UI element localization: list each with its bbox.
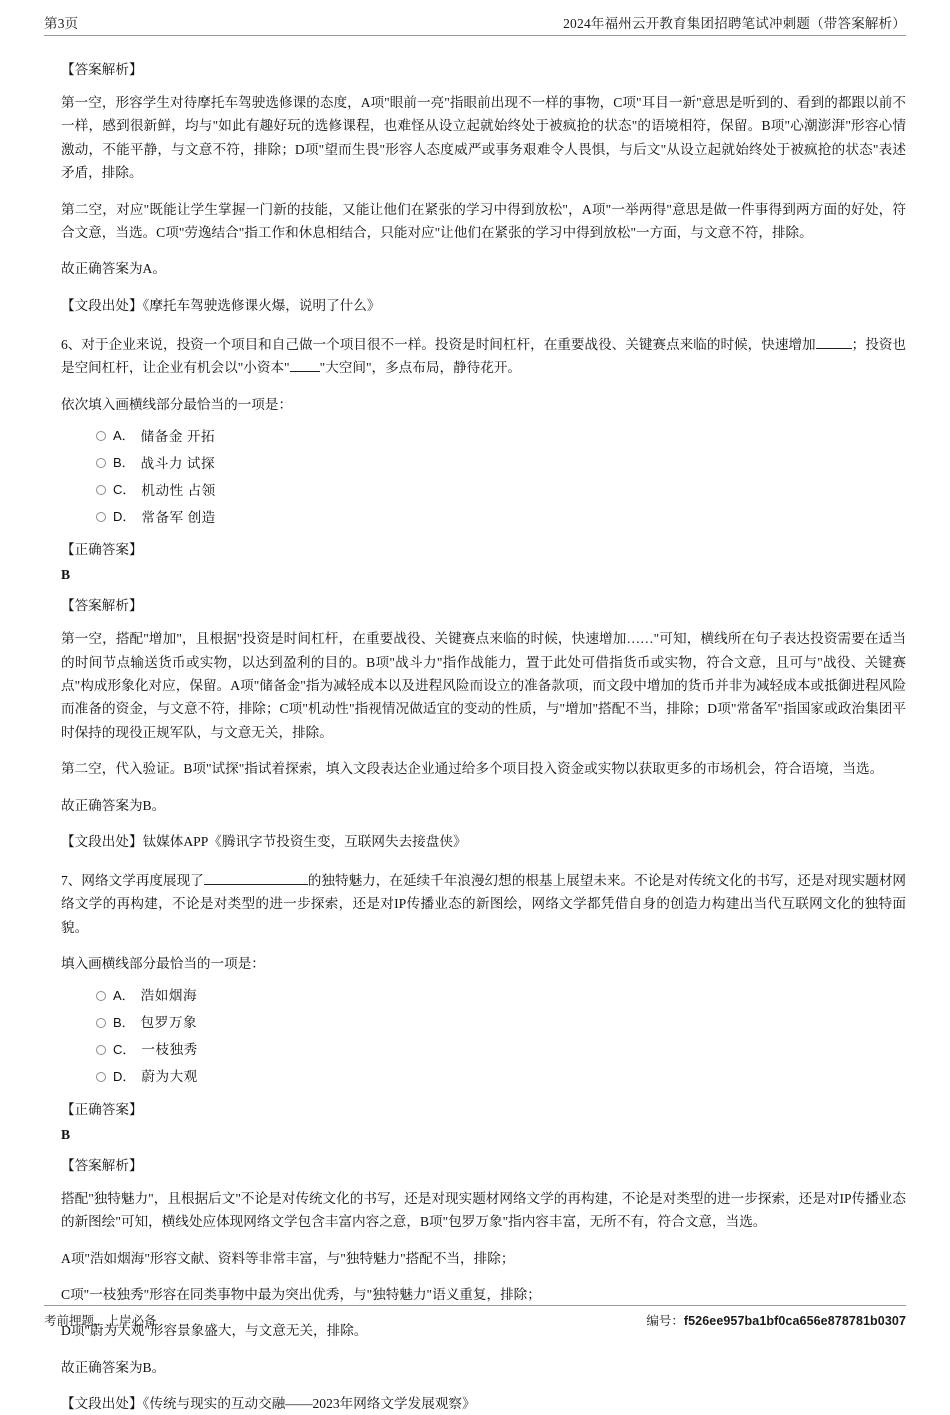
q7-correct-answer-label: 【正确答案】 (61, 1101, 143, 1117)
q6-options-list (44, 426, 906, 528)
q7-number: 7、 (61, 873, 82, 889)
q6-option-d-letter: D． (113, 509, 136, 525)
q6-stem (44, 333, 906, 380)
q7-correct-answer-value: B (61, 1126, 71, 1142)
q6-option-b-text: 战斗力 试探 (140, 455, 216, 471)
q6-analysis-label: 【答案解析】 (61, 598, 143, 614)
q6-prompt: 依次填入画横线部分最恰当的一项是： (61, 396, 293, 412)
q6-option-a-letter: A． (113, 428, 135, 444)
page-header (44, 10, 906, 36)
question-6-block (44, 333, 906, 853)
q6-stem-part1: 对于企业来说，投资一个项目和自己做一个项目很不一样。投资是时间杠杆，在重要战役、关键赛点来临的时候，快速增加 (81, 336, 816, 352)
q7-analysis-paragraph-3: C项"一枝独秀"形容在同类事物中最为突出优秀，与"独特魅力"语义重复，排除； (61, 1286, 541, 1302)
q7-blank-1 (204, 884, 308, 885)
q6-stem-part2: ；投资也是空间杠杆，让企业有机会以"小资本" (61, 336, 907, 376)
radio-button-icon[interactable] (96, 485, 106, 495)
question-7-block (44, 869, 906, 1415)
document-title: 2024年福州云开教育集团招聘笔试冲刺题（带答案解析） (563, 16, 906, 31)
footer-id-label: 编号： (646, 1314, 684, 1328)
q6-option-a[interactable] (96, 426, 906, 447)
footer-document-id (646, 1311, 906, 1329)
q6-option-a-text: 储备金 开拓 (140, 428, 216, 444)
footer-slogan: 考前押题，上岸必备 (44, 1314, 157, 1328)
q5-source-title: 《摩托车驾驶选修课火爆，说明了什么》 (142, 297, 381, 313)
q7-analysis-paragraph-4: D项"蔚为大观"形容景象盛大，与文意无关，排除。 (61, 1323, 368, 1339)
radio-button-icon[interactable] (96, 1018, 106, 1028)
q5-conclusion: 故正确答案为A。 (61, 261, 166, 277)
q6-option-b[interactable] (96, 453, 906, 474)
q7-option-c-text: 一枝独秀 (141, 1042, 198, 1058)
analysis-label: 【答案解析】 (61, 62, 143, 77)
q6-blank-1 (816, 348, 852, 349)
page-footer (44, 1305, 906, 1329)
q7-source-label: 【文段出处】 (61, 1396, 143, 1412)
q7-option-a-letter: A． (113, 987, 135, 1003)
q6-correct-answer-value: B (61, 567, 71, 583)
radio-button-icon[interactable] (96, 1072, 106, 1082)
q7-option-d[interactable] (96, 1066, 906, 1087)
q5-source-line (44, 294, 906, 317)
q5-analysis-paragraph-2: 第二空，对应"既能让学生掌握一门新的技能，又能让他们在紧张的学习中得到放松"，A项"一举两得"意思是做一件事得到两方面的好处，符合文意，当选。C项"劳逸结合"指工作和休息相结合，只能对应"让他们在紧张的学习中得到放松"一方面，与文意不符，排除。 (61, 201, 906, 240)
q6-conclusion: 故正确答案为B。 (61, 797, 166, 813)
q7-option-b-text: 包罗万象 (140, 1015, 198, 1031)
q7-source-line (44, 1392, 906, 1415)
q7-stem (44, 869, 906, 939)
q7-options-list (44, 985, 906, 1087)
q6-stem-part3: "大空间"，多点布局，静待花开。 (319, 360, 522, 376)
q5-source-label: 【文段出处】 (61, 297, 143, 313)
q7-analysis-paragraph-1: 搭配"独特魅力"，且根据后文"不论是对传统文化的书写，还是对现实题材网络文学的再构建，不论是对类型的进一步探索，还是对IP传播业态的新图绘"可知，横线处应体现网络文学包含丰富内容之意，B项"包罗万象"指内容丰富，无所不有，符合文意，当选。 (61, 1190, 906, 1230)
radio-button-icon[interactable] (96, 431, 106, 441)
q6-option-d[interactable] (96, 507, 906, 528)
q6-analysis-paragraph-1: 第一空，搭配"增加"，且根据"投资是时间杠杆，在重要战役、关键赛点来临的时候，快速增加……"可知，横线所在句子表达投资需要在适当的时间节点输送货币或实物，以达到盈利的目的。B项"战斗力"指作战能力，置于此处可借指货币或实物，符合文意，且可与"战役、关键赛点"构成形象化对应，保留。A项"储备金"指为减轻成本以及进程风险而设立的准备款项，而文段中增加的货币并非为减轻成本或抵御进程风险而准备的资金，与文意不符，排除；C项"机动性"指视情况做适宜的变动的性质，与"增加"搭配不当，排除；D项"常备军"指国家或政治集团平时保持的现役正规军队，与文意无关，排除。 (61, 631, 906, 740)
footer-id-value: f526ee957ba1bf0ca656e878781b0307 (683, 1314, 906, 1328)
q6-option-c-letter: C． (113, 482, 136, 498)
page-number-label: 第3页 (44, 16, 79, 31)
q6-option-d-text: 常备军 创造 (141, 509, 216, 525)
q7-analysis-paragraph-2: A项"浩如烟海"形容文献、资料等非常丰富，与"独特魅力"搭配不当，排除； (61, 1250, 515, 1266)
q7-option-d-letter: D． (113, 1068, 136, 1084)
q6-source-title: 钛媒体APP《腾讯字节投资生变，互联网失去接盘侠》 (142, 833, 467, 849)
q7-prompt: 填入画横线部分最恰当的一项是： (61, 956, 265, 972)
radio-button-icon[interactable] (96, 512, 106, 522)
question5-analysis-block (44, 58, 906, 317)
q6-correct-answer-label: 【正确答案】 (61, 541, 143, 557)
q6-source-label: 【文段出处】 (61, 833, 143, 849)
q7-conclusion: 故正确答案为B。 (61, 1359, 166, 1375)
q7-option-c-letter: C． (113, 1041, 136, 1057)
q5-analysis-paragraph-1: 第一空，形容学生对待摩托车驾驶选修课的态度，A项"眼前一亮"指眼前出现不一样的事物，C项"耳目一新"意思是听到的、看到的都跟以前不一样，感到很新鲜，均与"如此有趣好玩的选修课程，也难怪从设立起就始终处于被疯抢的状态"的语境相符，保留。B项"心潮澎湃"形容心情激动，不能平静，与文意不符，排除；D项"望而生畏"形容人态度威严或事务艰难令人畏惧，与后文"从设立起就始终处于被疯抢的状态"表述矛盾，排除。 (61, 95, 906, 181)
q7-option-d-text: 蔚为大观 (141, 1069, 198, 1085)
q7-option-a[interactable] (96, 985, 906, 1006)
radio-button-icon[interactable] (96, 1045, 106, 1055)
q6-option-c[interactable] (96, 480, 906, 501)
q7-source-title: 《传统与现实的互动交融——2023年网络文学发展观察》 (142, 1396, 476, 1412)
q6-number: 6、 (61, 336, 82, 352)
q6-option-c-text: 机动性 占领 (141, 482, 216, 498)
q7-option-a-text: 浩如烟海 (140, 988, 198, 1004)
radio-button-icon[interactable] (96, 458, 106, 468)
q7-stem-part1: 网络文学再度展现了 (81, 873, 204, 889)
q7-option-c[interactable] (96, 1039, 906, 1060)
q6-option-b-letter: B． (113, 455, 135, 471)
q6-analysis-paragraph-2: 第二空，代入验证。B项"试探"指试着探索，填入文段表达企业通过给多个项目投入资金或实物以获取更多的市场机会，符合语境，当选。 (61, 761, 884, 777)
q7-stem-part2: 的独特魅力，在延续千年浪漫幻想的根基上展望未来。不论是对传统文化的书写，还是对现实题材网络文学的再构建，不论是对类型的进一步探索，还是对IP传播业态的新图绘，网络文学都凭借自身的创造力构建出当代互联网文化的独特面貌。 (61, 873, 907, 935)
q6-source-line (44, 830, 906, 853)
q7-option-b[interactable] (96, 1012, 906, 1033)
q7-option-b-letter: B． (113, 1014, 135, 1030)
q6-blank-2 (290, 371, 320, 372)
q7-analysis-label: 【答案解析】 (61, 1157, 143, 1173)
radio-button-icon[interactable] (96, 991, 106, 1001)
